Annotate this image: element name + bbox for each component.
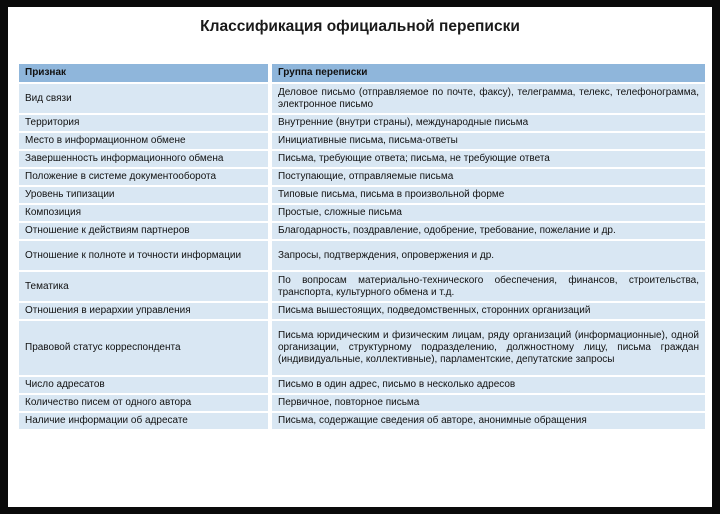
cell-feature: Отношения в иерархии управления	[19, 303, 272, 319]
cell-feature: Уровень типизации	[19, 187, 272, 203]
cell-feature: Правовой статус корреспондента	[19, 321, 272, 375]
table-row	[19, 187, 705, 203]
cell-feature: Наличие информации об адресате	[19, 413, 272, 429]
table-row	[19, 205, 705, 221]
cell-feature: Место в информационном обмене	[19, 133, 272, 149]
cell-feature: Отношение к полноте и точности информации	[19, 241, 272, 270]
table-row	[19, 133, 705, 149]
table-row	[19, 413, 705, 429]
cell-feature: Композиция	[19, 205, 272, 221]
table-row	[19, 241, 705, 270]
cell-group: Письмо в один адрес, письмо в несколько адресов	[272, 377, 705, 393]
cell-group: Деловое письмо (отправляемое по почте, факсу), телеграмма, телекс, телефонограмма, электронное письмо	[272, 84, 705, 113]
cell-feature: Количество писем от одного автора	[19, 395, 272, 411]
page-title: Классификация официальной переписки	[200, 18, 520, 35]
cell-feature: Тематика	[19, 272, 272, 301]
cell-group: Письма, требующие ответа; письма, не требующие ответа	[272, 151, 705, 167]
header-feature: Признак	[19, 64, 272, 82]
cell-feature: Положение в системе документооборота	[19, 169, 272, 185]
table-row	[19, 272, 705, 301]
table-row	[19, 115, 705, 131]
cell-feature: Число адресатов	[19, 377, 272, 393]
cell-feature: Территория	[19, 115, 272, 131]
cell-group: Инициативные письма, письма-ответы	[272, 133, 705, 149]
cell-feature: Отношение к действиям партнеров	[19, 223, 272, 239]
cell-group: Письма, содержащие сведения об авторе, анонимные обращения	[272, 413, 705, 429]
cell-group: Письма вышестоящих, подведомственных, сторонних организаций	[272, 303, 705, 319]
cell-group: Запросы, подтверждения, опровержения и др.	[272, 241, 705, 270]
table-row	[19, 321, 705, 375]
table-row	[19, 303, 705, 319]
cell-group: Первичное, повторное письма	[272, 395, 705, 411]
table-row	[19, 223, 705, 239]
classification-table	[19, 62, 705, 431]
table-row	[19, 151, 705, 167]
cell-feature: Завершенность информационного обмена	[19, 151, 272, 167]
table-row	[19, 377, 705, 393]
table-row	[19, 395, 705, 411]
cell-feature: Вид связи	[19, 84, 272, 113]
cell-group: Типовые письма, письма в произвольной форме	[272, 187, 705, 203]
table-row	[19, 84, 705, 113]
table-header-row	[19, 64, 705, 82]
cell-group: Поступающие, отправляемые письма	[272, 169, 705, 185]
header-group: Группа переписки	[272, 64, 705, 82]
cell-group: Простые, сложные письма	[272, 205, 705, 221]
cell-group: Благодарность, поздравление, одобрение, требование, пожелание и др.	[272, 223, 705, 239]
cell-group: Внутренние (внутри страны), международные письма	[272, 115, 705, 131]
cell-group: По вопросам материально-технического обеспечения, финансов, строительства, транспорта, культурного обмена и т.д.	[272, 272, 705, 301]
document-page	[8, 7, 712, 507]
table-row	[19, 169, 705, 185]
cell-group: Письма юридическим и физическим лицам, ряду организаций (информационные), одной организации, структурному подразделению, должностному лицу, письма граждан (индивидуальные, коллективные), парламентские, депутатские запросы	[272, 321, 705, 375]
